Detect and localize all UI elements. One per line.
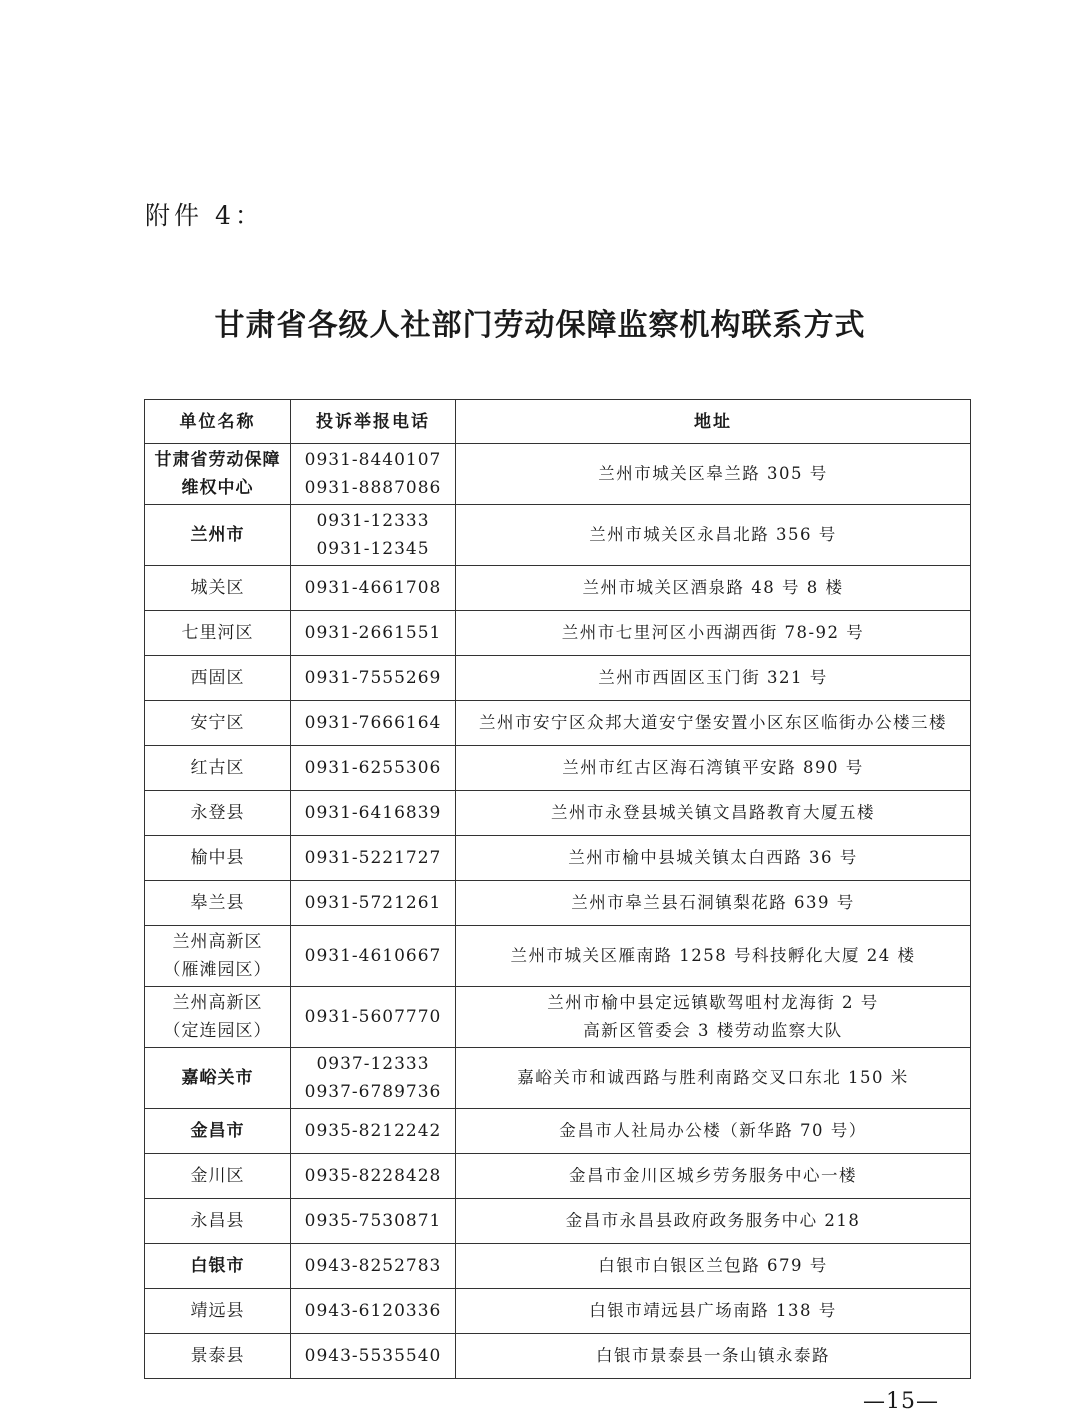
phone-cell xyxy=(291,656,456,701)
phone-cell xyxy=(291,1244,456,1289)
unit-name-line: 皋兰县 xyxy=(190,893,245,913)
phone-cell xyxy=(291,444,456,505)
phone-line: 0931-6255306 xyxy=(304,758,442,778)
phone-line: 0931-7666164 xyxy=(304,713,442,733)
table-row xyxy=(145,1048,971,1109)
phone-line: 0943-8252783 xyxy=(304,1256,442,1276)
unit-name-line: 西固区 xyxy=(190,668,245,688)
table-row xyxy=(145,926,971,987)
contacts-table xyxy=(144,399,971,1379)
phone-line: 0931-6416839 xyxy=(304,803,442,823)
table-header-row xyxy=(145,400,971,444)
unit-name-line: 嘉峪关市 xyxy=(181,1068,254,1088)
unit-name-cell xyxy=(145,1048,291,1109)
attachment-label: 附件 4： xyxy=(145,201,264,230)
address-line: 兰州市城关区酒泉路 48 号 8 楼 xyxy=(582,578,844,597)
address-line: 兰州市城关区皋兰路 305 号 xyxy=(598,464,828,483)
address-cell xyxy=(456,505,971,566)
address-cell xyxy=(456,791,971,836)
unit-name-line: 永登县 xyxy=(190,803,245,823)
page-number: —15— xyxy=(863,1389,939,1414)
table-row xyxy=(145,1199,971,1244)
address-line: 兰州市七里河区小西湖西街 78-92 号 xyxy=(561,623,865,642)
phone-line: 0931-8440107 xyxy=(304,450,442,470)
address-line: 金昌市永昌县政府政务服务中心 218 xyxy=(565,1211,861,1230)
table-row xyxy=(145,611,971,656)
unit-name-line: 维权中心 xyxy=(181,478,254,498)
address-line: 兰州市榆中县定远镇歇驾咀村龙海街 2 号 xyxy=(547,993,879,1012)
address-line: 兰州市榆中县城关镇太白西路 36 号 xyxy=(568,848,858,867)
unit-name-cell xyxy=(145,926,291,987)
address-cell xyxy=(456,701,971,746)
address-line: 金昌市人社局办公楼（新华路 70 号） xyxy=(559,1121,867,1140)
phone-line: 0943-6120336 xyxy=(304,1301,442,1321)
unit-name-line: 靖远县 xyxy=(190,1301,245,1321)
table-row xyxy=(145,881,971,926)
address-cell xyxy=(456,881,971,926)
phone-cell xyxy=(291,505,456,566)
unit-name-line: 安宁区 xyxy=(190,713,245,733)
table-row xyxy=(145,505,971,566)
unit-name-cell xyxy=(145,505,291,566)
phone-cell xyxy=(291,926,456,987)
unit-name-cell xyxy=(145,791,291,836)
table-row xyxy=(145,746,971,791)
phone-cell xyxy=(291,987,456,1048)
phone-line: 0931-8887086 xyxy=(304,478,442,498)
phone-line: 0943-5535540 xyxy=(304,1346,442,1366)
unit-name-line: 七里河区 xyxy=(181,623,254,643)
unit-name-line: （定连园区） xyxy=(163,1021,272,1041)
address-cell xyxy=(456,1048,971,1109)
address-line: 高新区管委会 3 楼劳动监察大队 xyxy=(583,1021,843,1040)
unit-name-cell xyxy=(145,987,291,1048)
phone-line: 0931-5607770 xyxy=(304,1007,442,1027)
table-row xyxy=(145,1109,971,1154)
address-cell xyxy=(456,611,971,656)
phone-line: 0937-6789736 xyxy=(304,1082,442,1102)
phone-cell xyxy=(291,1109,456,1154)
unit-name-cell xyxy=(145,1334,291,1379)
unit-name-line: （雁滩园区） xyxy=(163,960,272,980)
address-line: 兰州市安宁区众邦大道安宁堡安置小区东区临街办公楼三楼 xyxy=(479,713,947,732)
unit-name-line: 榆中县 xyxy=(190,848,245,868)
address-cell xyxy=(456,1289,971,1334)
table-row xyxy=(145,836,971,881)
unit-name-line: 红古区 xyxy=(190,758,245,778)
unit-name-cell xyxy=(145,1199,291,1244)
address-cell xyxy=(456,1109,971,1154)
phone-line: 0935-7530871 xyxy=(304,1211,442,1231)
address-line: 嘉峪关市和诚西路与胜利南路交叉口东北 150 米 xyxy=(517,1068,909,1087)
address-line: 兰州市永登县城关镇文昌路教育大厦五楼 xyxy=(551,803,875,822)
phone-line: 0937-12333 xyxy=(316,1054,430,1074)
phone-cell xyxy=(291,746,456,791)
unit-name-cell xyxy=(145,611,291,656)
unit-name-cell xyxy=(145,566,291,611)
phone-cell xyxy=(291,791,456,836)
address-line: 白银市白银区兰包路 679 号 xyxy=(598,1256,828,1275)
header-phone: 投诉举报电话 xyxy=(291,400,456,444)
address-cell xyxy=(456,987,971,1048)
address-cell xyxy=(456,836,971,881)
phone-line: 0931-12345 xyxy=(316,539,430,559)
phone-line: 0931-4610667 xyxy=(304,946,442,966)
phone-cell xyxy=(291,566,456,611)
unit-name-line: 永昌县 xyxy=(190,1211,245,1231)
unit-name-cell xyxy=(145,1109,291,1154)
table-row xyxy=(145,1154,971,1199)
table-row xyxy=(145,1244,971,1289)
phone-line: 0935-8212242 xyxy=(304,1121,442,1141)
phone-cell xyxy=(291,1154,456,1199)
phone-cell xyxy=(291,701,456,746)
unit-name-cell xyxy=(145,836,291,881)
header-unit-name: 单位名称 xyxy=(145,400,291,444)
unit-name-cell xyxy=(145,656,291,701)
unit-name-cell xyxy=(145,1154,291,1199)
unit-name-cell xyxy=(145,881,291,926)
document-title: 甘肃省各级人社部门劳动保障监察机构联系方式 xyxy=(214,308,866,343)
unit-name-cell xyxy=(145,746,291,791)
table-row xyxy=(145,987,971,1048)
phone-line: 0931-5721261 xyxy=(304,893,442,913)
address-cell xyxy=(456,926,971,987)
address-cell xyxy=(456,1244,971,1289)
address-line: 兰州市城关区永昌北路 356 号 xyxy=(589,525,837,544)
phone-line: 0931-4661708 xyxy=(304,578,442,598)
unit-name-line: 兰州市 xyxy=(190,525,245,545)
unit-name-line: 甘肃省劳动保障 xyxy=(154,450,281,470)
phone-line: 0931-2661551 xyxy=(304,623,442,643)
address-line: 兰州市红古区海石湾镇平安路 890 号 xyxy=(562,758,864,777)
phone-line: 0931-12333 xyxy=(316,511,430,531)
address-line: 兰州市城关区雁南路 1258 号科技孵化大厦 24 楼 xyxy=(510,946,916,965)
phone-cell xyxy=(291,1289,456,1334)
address-line: 兰州市皋兰县石洞镇梨花路 639 号 xyxy=(571,893,855,912)
unit-name-line: 景泰县 xyxy=(190,1346,245,1366)
address-line: 白银市景泰县一条山镇永泰路 xyxy=(596,1346,830,1365)
unit-name-cell xyxy=(145,701,291,746)
table-row xyxy=(145,1289,971,1334)
header-address: 地址 xyxy=(456,400,971,444)
unit-name-cell xyxy=(145,1244,291,1289)
phone-line: 0935-8228428 xyxy=(304,1166,442,1186)
address-line: 白银市靖远县广场南路 138 号 xyxy=(589,1301,837,1320)
address-line: 金昌市金川区城乡劳务服务中心一楼 xyxy=(569,1166,857,1185)
address-cell xyxy=(456,1154,971,1199)
unit-name-line: 金川区 xyxy=(190,1166,245,1186)
phone-line: 0931-5221727 xyxy=(304,848,442,868)
phone-cell xyxy=(291,1199,456,1244)
address-line: 兰州市西固区玉门街 321 号 xyxy=(598,668,828,687)
table-row xyxy=(145,444,971,505)
address-cell xyxy=(456,746,971,791)
unit-name-line: 金昌市 xyxy=(190,1121,245,1141)
address-cell xyxy=(456,1334,971,1379)
unit-name-line: 城关区 xyxy=(190,578,245,598)
phone-cell xyxy=(291,611,456,656)
table-row xyxy=(145,1334,971,1379)
unit-name-line: 白银市 xyxy=(190,1256,245,1276)
table-row xyxy=(145,791,971,836)
unit-name-line: 兰州高新区 xyxy=(172,932,263,952)
phone-cell xyxy=(291,1334,456,1379)
address-cell xyxy=(456,444,971,505)
unit-name-line: 兰州高新区 xyxy=(172,993,263,1013)
phone-cell xyxy=(291,1048,456,1109)
address-cell xyxy=(456,1199,971,1244)
unit-name-cell xyxy=(145,444,291,505)
phone-cell xyxy=(291,881,456,926)
table-row xyxy=(145,701,971,746)
phone-cell xyxy=(291,836,456,881)
table-row xyxy=(145,656,971,701)
address-cell xyxy=(456,566,971,611)
phone-line: 0931-7555269 xyxy=(304,668,442,688)
table-row xyxy=(145,566,971,611)
address-cell xyxy=(456,656,971,701)
unit-name-cell xyxy=(145,1289,291,1334)
